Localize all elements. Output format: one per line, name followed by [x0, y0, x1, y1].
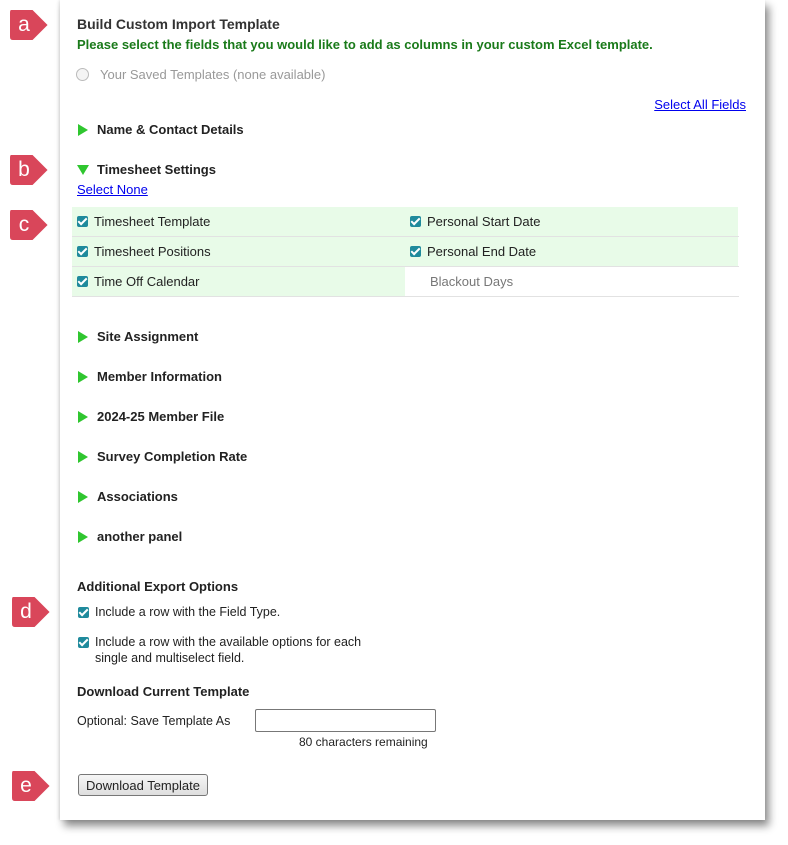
collapse-arrow-icon — [77, 165, 89, 175]
section-label: Name & Contact Details — [97, 122, 244, 137]
section-associations[interactable] — [78, 489, 178, 504]
checkbox-checked[interactable] — [410, 246, 421, 257]
field-blackout-days — [405, 267, 738, 296]
section-label: Member Information — [97, 369, 222, 384]
field-label: Timesheet Template — [94, 214, 211, 229]
saved-templates-radio[interactable] — [76, 68, 89, 81]
section-timesheet-settings[interactable] — [78, 162, 216, 177]
section-name-contact-details[interactable] — [78, 122, 244, 137]
section-label: 2024-25 Member File — [97, 409, 225, 424]
section-label: another panel — [97, 529, 183, 544]
download-template-button[interactable]: Download Template — [78, 774, 208, 796]
checkbox-checked[interactable] — [78, 607, 89, 618]
checkbox-checked[interactable] — [78, 637, 89, 648]
select-all-fields-link[interactable]: Select All Fields — [654, 97, 746, 112]
expand-arrow-icon — [78, 491, 88, 503]
option-label: Include a row with the Field Type. — [95, 605, 281, 619]
characters-remaining: 80 characters remaining — [299, 735, 428, 749]
export-options-heading: Additional Export Options — [77, 579, 239, 594]
section-site-assignment[interactable] — [78, 329, 198, 344]
callout-badge — [9, 766, 53, 806]
callout-label: b — [18, 158, 30, 181]
callout-badge — [7, 5, 51, 45]
field-label: Personal End Date — [427, 244, 537, 259]
callout-badge — [7, 205, 51, 245]
section-label: Survey Completion Rate — [97, 449, 248, 464]
field-time-off-calendar[interactable] — [72, 267, 405, 296]
field-personal-start-date[interactable] — [405, 207, 738, 236]
callout-label: a — [18, 13, 30, 36]
page-title: Build Custom Import Template — [77, 16, 280, 32]
page-subtitle: Please select the fields that you would like to add as columns in your custom Excel template. — [77, 37, 653, 52]
option-label-line: Include a row with the available options for each — [95, 635, 362, 649]
section-another-panel[interactable] — [78, 529, 182, 544]
section-member-file[interactable] — [78, 409, 224, 424]
checkbox-checked[interactable] — [410, 216, 421, 227]
field-row — [72, 237, 739, 267]
option-field-type-row[interactable] — [78, 604, 280, 620]
field-personal-end-date[interactable] — [405, 237, 738, 266]
field-row — [72, 267, 739, 297]
section-label: Site Assignment — [97, 329, 199, 344]
expand-arrow-icon — [78, 331, 88, 343]
timesheet-fields-grid — [72, 207, 739, 297]
field-row — [72, 207, 739, 237]
callout-label: e — [20, 774, 32, 797]
section-survey-completion-rate[interactable] — [78, 449, 247, 464]
field-timesheet-template[interactable] — [72, 207, 405, 236]
save-template-label: Optional: Save Template As — [77, 714, 231, 728]
expand-arrow-icon — [78, 371, 88, 383]
option-label-line: single and multiselect field. — [95, 651, 245, 665]
expand-arrow-icon — [78, 531, 88, 543]
expand-arrow-icon — [78, 124, 88, 136]
option-available-options-row[interactable] — [78, 634, 361, 666]
field-timesheet-positions[interactable] — [72, 237, 405, 266]
expand-arrow-icon — [78, 451, 88, 463]
callout-label: c — [18, 213, 30, 236]
callout-badge — [7, 150, 51, 190]
saved-templates-label: Your Saved Templates (none available) — [100, 67, 326, 82]
option-label — [95, 634, 361, 666]
section-member-information[interactable] — [78, 369, 222, 384]
download-heading: Download Current Template — [77, 684, 250, 699]
section-label: Timesheet Settings — [97, 162, 216, 177]
checkbox-checked[interactable] — [77, 246, 88, 257]
field-label: Blackout Days — [430, 274, 514, 289]
callout-badge — [9, 592, 53, 632]
field-label: Personal Start Date — [427, 214, 541, 229]
section-label: Associations — [97, 489, 178, 504]
saved-templates-option[interactable] — [76, 67, 325, 82]
field-label: Timesheet Positions — [94, 244, 211, 259]
checkbox-checked[interactable] — [77, 276, 88, 287]
field-label: Time Off Calendar — [94, 274, 200, 289]
callout-label: d — [20, 600, 32, 623]
select-none-link[interactable]: Select None — [77, 182, 148, 197]
checkbox-checked[interactable] — [77, 216, 88, 227]
save-template-input[interactable] — [255, 709, 436, 732]
expand-arrow-icon — [78, 411, 88, 423]
